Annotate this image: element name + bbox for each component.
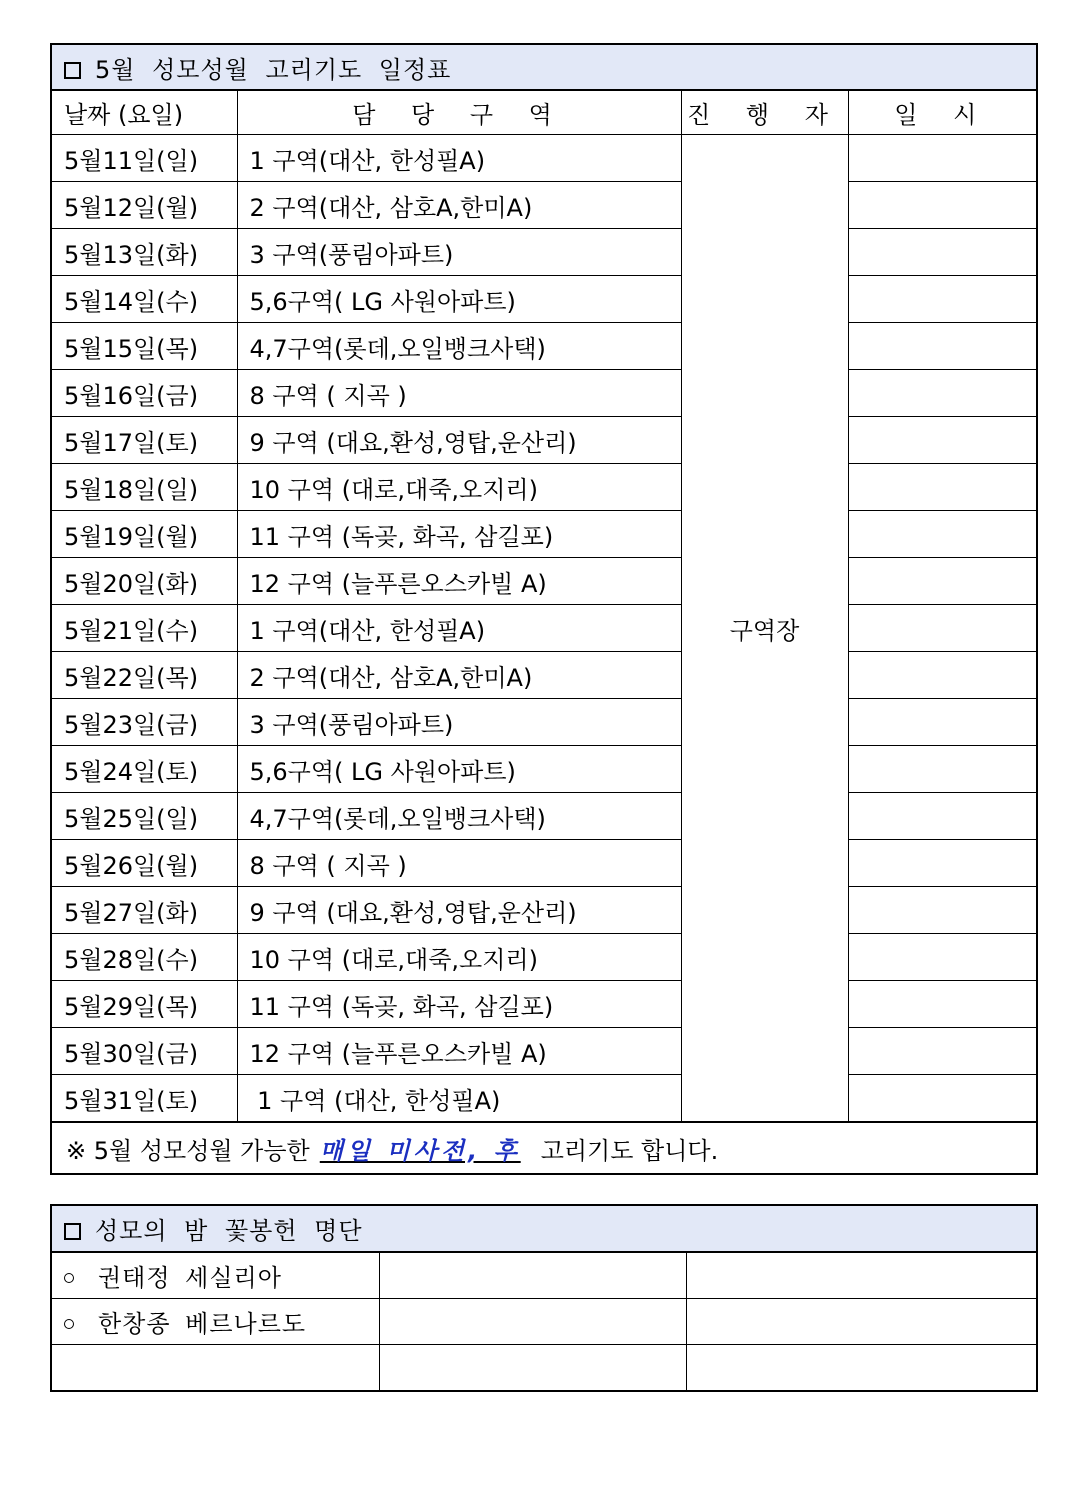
schedule-row bbox=[51, 793, 1037, 840]
row-time bbox=[848, 370, 1037, 417]
schedule-row bbox=[51, 558, 1037, 605]
row-date: 5월16일(금) bbox=[51, 370, 237, 417]
row-area: 10 구역 (대로,대죽,오지리) bbox=[237, 464, 681, 511]
schedule-row bbox=[51, 511, 1037, 558]
row-area: 9 구역 (대요,환성,영탑,운산리) bbox=[237, 887, 681, 934]
schedule-row bbox=[51, 276, 1037, 323]
row-time bbox=[848, 558, 1037, 605]
offering-name: 한창종 베르나르도 bbox=[98, 1310, 307, 1338]
offering-empty-cell bbox=[686, 1299, 1037, 1345]
offering-name-cell bbox=[51, 1299, 379, 1345]
row-date: 5월13일(화) bbox=[51, 229, 237, 276]
note-highlight: 매일 미사전, 후 bbox=[319, 1136, 521, 1165]
row-date: 5월23일(금) bbox=[51, 699, 237, 746]
offering-empty-cell bbox=[51, 1345, 379, 1392]
bullet-icon bbox=[64, 1319, 74, 1329]
row-time bbox=[848, 887, 1037, 934]
schedule-row bbox=[51, 746, 1037, 793]
row-time bbox=[848, 840, 1037, 887]
row-date: 5월14일(수) bbox=[51, 276, 237, 323]
row-time bbox=[848, 934, 1037, 981]
schedule-table bbox=[50, 43, 1038, 1175]
schedule-title-cell bbox=[51, 44, 1037, 90]
row-date: 5월19일(월) bbox=[51, 511, 237, 558]
header-area: 담 당 구 역 bbox=[237, 90, 681, 135]
leader-cell: 구역장 bbox=[681, 135, 848, 1123]
row-date: 5월17일(토) bbox=[51, 417, 237, 464]
schedule-title-row bbox=[51, 44, 1037, 90]
schedule-row bbox=[51, 981, 1037, 1028]
row-time bbox=[848, 981, 1037, 1028]
row-area: 1 구역(대산, 한성필A) bbox=[237, 605, 681, 652]
row-date: 5월24일(토) bbox=[51, 746, 237, 793]
offering-table bbox=[50, 1204, 1038, 1392]
row-time bbox=[848, 605, 1037, 652]
note-suffix: 고리기도 합니다. bbox=[540, 1136, 719, 1165]
schedule-row bbox=[51, 1075, 1037, 1123]
row-area: 8 구역 ( 지곡 ) bbox=[237, 370, 681, 417]
header-date: 날짜 (요일) bbox=[51, 90, 237, 135]
row-date: 5월22일(목) bbox=[51, 652, 237, 699]
schedule-row bbox=[51, 605, 1037, 652]
schedule-row bbox=[51, 464, 1037, 511]
row-area: 11 구역 (독곶, 화곡, 삼길포) bbox=[237, 511, 681, 558]
row-area: 4,7구역(롯데,오일뱅크사택) bbox=[237, 323, 681, 370]
row-date: 5월31일(토) bbox=[51, 1075, 237, 1123]
row-area: 3 구역(풍림아파트) bbox=[237, 699, 681, 746]
offering-row bbox=[51, 1345, 1037, 1392]
schedule-body bbox=[51, 135, 1037, 1123]
row-date: 5월27일(화) bbox=[51, 887, 237, 934]
row-time bbox=[848, 1075, 1037, 1123]
schedule-row bbox=[51, 323, 1037, 370]
row-area: 9 구역 (대요,환성,영탑,운산리) bbox=[237, 417, 681, 464]
note-prefix: ※ 5월 성모성월 가능한 bbox=[66, 1136, 310, 1165]
schedule-note bbox=[51, 1122, 1037, 1174]
schedule-row bbox=[51, 840, 1037, 887]
header-time: 일 시 bbox=[848, 90, 1037, 135]
offering-title: 성모의 밤 꽃봉헌 명단 bbox=[95, 1217, 363, 1245]
header-leader: 진 행 자 bbox=[681, 90, 848, 135]
row-area: 5,6구역( LG 사원아파트) bbox=[237, 276, 681, 323]
row-time bbox=[848, 511, 1037, 558]
row-area: 10 구역 (대로,대죽,오지리) bbox=[237, 934, 681, 981]
row-date: 5월20일(화) bbox=[51, 558, 237, 605]
row-time bbox=[848, 746, 1037, 793]
schedule-row bbox=[51, 652, 1037, 699]
offering-title-row bbox=[51, 1205, 1037, 1252]
schedule-row bbox=[51, 699, 1037, 746]
row-date: 5월28일(수) bbox=[51, 934, 237, 981]
offering-name-cell bbox=[51, 1252, 379, 1299]
schedule-row bbox=[51, 887, 1037, 934]
row-area: 4,7구역(롯데,오일뱅크사택) bbox=[237, 793, 681, 840]
offering-title-cell bbox=[51, 1205, 1037, 1252]
row-date: 5월11일(일) bbox=[51, 135, 237, 182]
row-date: 5월12일(월) bbox=[51, 182, 237, 229]
offering-empty-cell bbox=[686, 1345, 1037, 1392]
offering-row bbox=[51, 1299, 1037, 1345]
schedule-header-row bbox=[51, 90, 1037, 135]
row-time bbox=[848, 793, 1037, 840]
row-date: 5월18일(일) bbox=[51, 464, 237, 511]
row-area: 3 구역(풍림아파트) bbox=[237, 229, 681, 276]
row-area: 1 구역 (대산, 한성필A) bbox=[237, 1075, 681, 1123]
schedule-row bbox=[51, 934, 1037, 981]
schedule-row bbox=[51, 1028, 1037, 1075]
schedule-row bbox=[51, 229, 1037, 276]
offering-name: 권태정 세실리아 bbox=[98, 1264, 282, 1292]
checkbox-icon bbox=[64, 62, 81, 79]
row-area: 12 구역 (늘푸른오스카빌 A) bbox=[237, 1028, 681, 1075]
offering-empty-cell bbox=[379, 1252, 686, 1299]
offering-empty-cell bbox=[379, 1345, 686, 1392]
row-date: 5월25일(일) bbox=[51, 793, 237, 840]
checkbox-icon bbox=[64, 1223, 81, 1240]
row-area: 8 구역 ( 지곡 ) bbox=[237, 840, 681, 887]
row-date: 5월29일(목) bbox=[51, 981, 237, 1028]
row-area: 1 구역(대산, 한성필A) bbox=[237, 135, 681, 182]
row-date: 5월21일(수) bbox=[51, 605, 237, 652]
offering-empty-cell bbox=[686, 1252, 1037, 1299]
row-area: 2 구역(대산, 삼호A,한미A) bbox=[237, 182, 681, 229]
schedule-row bbox=[51, 182, 1037, 229]
row-time bbox=[848, 417, 1037, 464]
row-date: 5월30일(금) bbox=[51, 1028, 237, 1075]
row-area: 12 구역 (늘푸른오스카빌 A) bbox=[237, 558, 681, 605]
row-area: 11 구역 (독곶, 화곡, 삼길포) bbox=[237, 981, 681, 1028]
row-area: 2 구역(대산, 삼호A,한미A) bbox=[237, 652, 681, 699]
schedule-row bbox=[51, 417, 1037, 464]
row-time bbox=[848, 464, 1037, 511]
row-date: 5월15일(목) bbox=[51, 323, 237, 370]
bullet-icon bbox=[64, 1273, 74, 1283]
schedule-note-row bbox=[51, 1122, 1037, 1174]
row-area: 5,6구역( LG 사원아파트) bbox=[237, 746, 681, 793]
offering-empty-cell bbox=[379, 1299, 686, 1345]
schedule-row bbox=[51, 370, 1037, 417]
row-time bbox=[848, 652, 1037, 699]
row-time bbox=[848, 699, 1037, 746]
row-date: 5월26일(월) bbox=[51, 840, 237, 887]
row-time bbox=[848, 276, 1037, 323]
row-time bbox=[848, 182, 1037, 229]
offering-row bbox=[51, 1252, 1037, 1299]
schedule-row bbox=[51, 135, 1037, 182]
row-time bbox=[848, 229, 1037, 276]
row-time bbox=[848, 135, 1037, 182]
row-time bbox=[848, 1028, 1037, 1075]
row-time bbox=[848, 323, 1037, 370]
schedule-title: 5월 성모성월 고리기도 일정표 bbox=[95, 55, 452, 84]
